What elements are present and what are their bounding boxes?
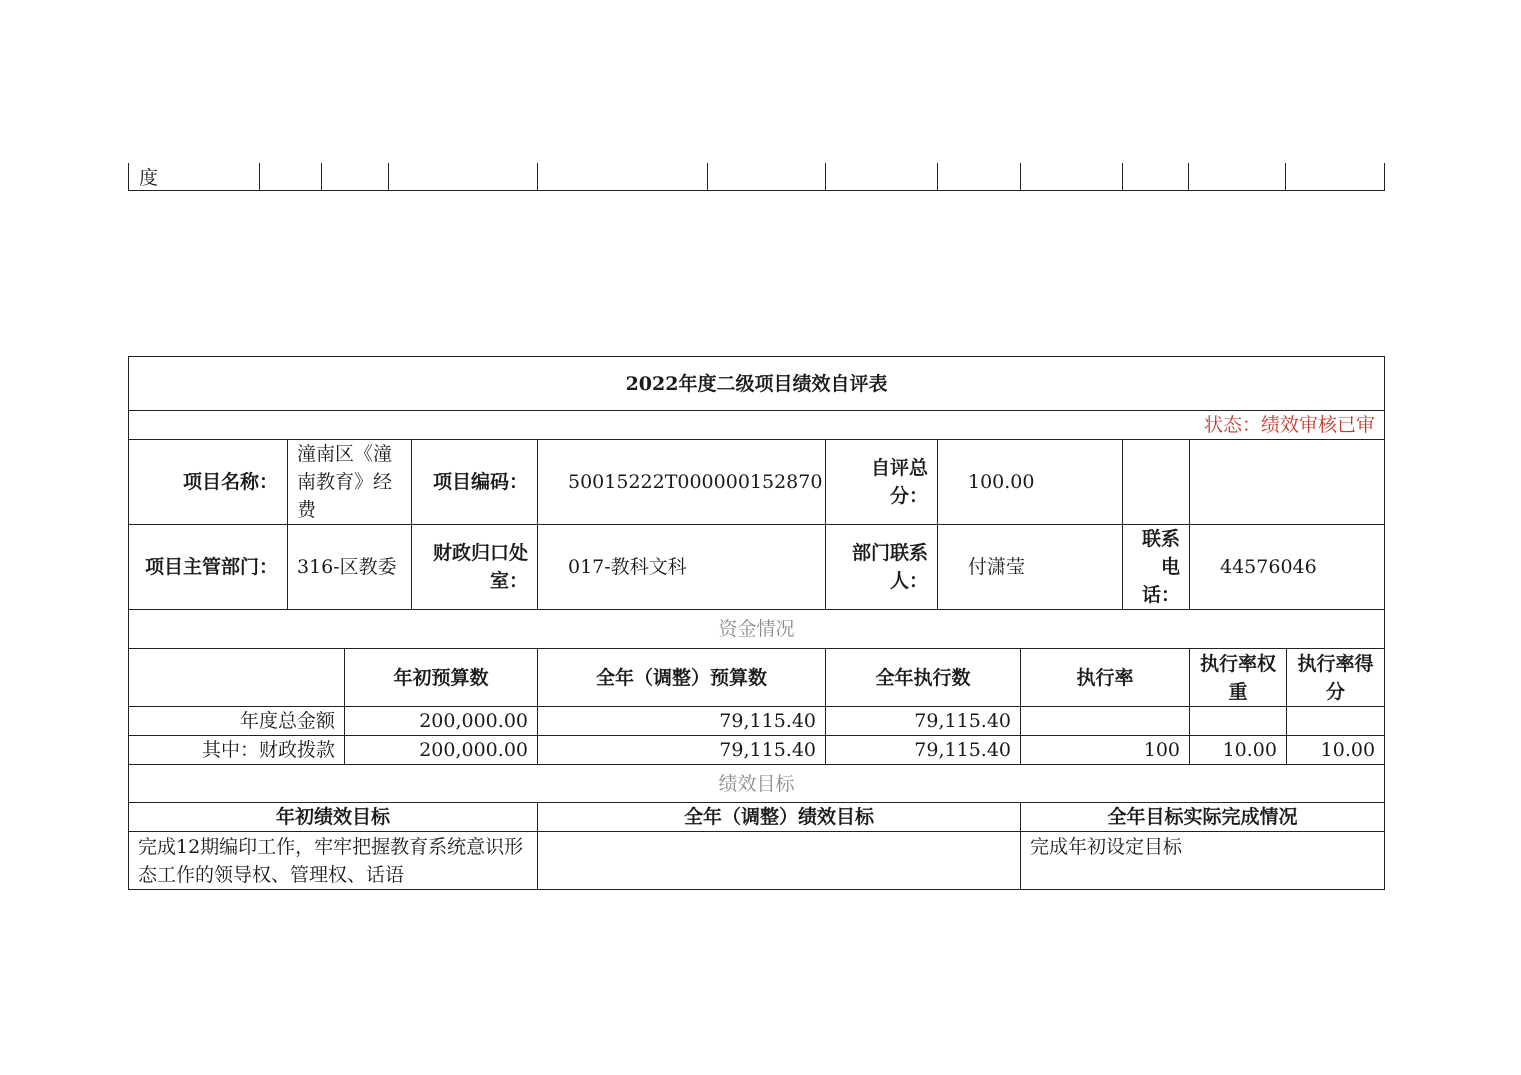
title-row [129, 357, 1385, 411]
empty-cell [1190, 440, 1385, 525]
dept-label: 项目主管部门： [129, 525, 288, 610]
department-info-row [129, 525, 1385, 610]
status-text: 状态：绩效审核已审 [129, 411, 1385, 440]
phone-value: 44576046 [1190, 525, 1385, 610]
goals-adjusted-text [538, 832, 1021, 890]
project-info-row [129, 440, 1385, 525]
funds-row-score [1287, 707, 1385, 736]
funds-header-adjusted: 全年（调整）预算数 [538, 649, 826, 707]
table-row [129, 707, 1385, 736]
funds-row-label: 年度总金额 [129, 707, 345, 736]
finance-label: 财政归口处室： [412, 525, 538, 610]
evaluation-form [128, 356, 1385, 890]
score-value: 100.00 [938, 440, 1123, 525]
goals-header-adjusted: 全年（调整）绩效目标 [538, 803, 1021, 832]
funds-row-label: 其中：财政拨款 [129, 736, 345, 765]
empty-cell [1123, 440, 1190, 525]
funds-row-budget: 200,000.00 [345, 736, 538, 765]
project-code-value: 50015222T000000152870 [538, 440, 826, 525]
stub-cell-label: 度 [129, 163, 260, 191]
goals-section-title: 绩效目标 [129, 765, 1385, 803]
funds-row-adjusted: 79,115.40 [538, 736, 826, 765]
project-name-value: 潼南区《潼南教育》经费 [288, 440, 412, 525]
dept-value: 316-区教委 [288, 525, 412, 610]
funds-row-weight [1190, 707, 1287, 736]
score-label: 自评总分： [826, 440, 938, 525]
funds-row-executed: 79,115.40 [826, 736, 1021, 765]
project-name-label: 项目名称： [129, 440, 288, 525]
stub-row [129, 163, 1385, 191]
funds-row-budget: 200,000.00 [345, 707, 538, 736]
goals-content-row [129, 832, 1385, 890]
project-code-label: 项目编码： [412, 440, 538, 525]
funds-header-weight: 执行率权重 [1190, 649, 1287, 707]
funds-row-adjusted: 79,115.40 [538, 707, 826, 736]
contact-label: 部门联系人： [826, 525, 938, 610]
funds-row-executed: 79,115.40 [826, 707, 1021, 736]
funds-row-score: 10.00 [1287, 736, 1385, 765]
goals-header-initial: 年初绩效目标 [129, 803, 538, 832]
funds-header-row [129, 649, 1385, 707]
funds-header-executed: 全年执行数 [826, 649, 1021, 707]
funds-header-score: 执行率得分 [1287, 649, 1385, 707]
empty-cell [129, 649, 345, 707]
goals-header-actual: 全年目标实际完成情况 [1021, 803, 1385, 832]
goals-header-row [129, 803, 1385, 832]
funds-section-row [129, 610, 1385, 649]
goals-initial-text: 完成12期编印工作，牢牢把握教育系统意识形态工作的领导权、管理权、话语 [129, 832, 538, 890]
form-title: 2022年度二级项目绩效自评表 [129, 357, 1385, 411]
goals-section-row [129, 765, 1385, 803]
previous-table-stub [128, 163, 1385, 191]
funds-row-weight: 10.00 [1190, 736, 1287, 765]
funds-header-rate: 执行率 [1021, 649, 1190, 707]
funds-section-title: 资金情况 [129, 610, 1385, 649]
funds-header-budget: 年初预算数 [345, 649, 538, 707]
table-row [129, 736, 1385, 765]
phone-label: 联系电话： [1123, 525, 1190, 610]
goals-actual-text: 完成年初设定目标 [1021, 832, 1385, 890]
contact-value: 付潇莹 [938, 525, 1123, 610]
funds-row-rate: 100 [1021, 736, 1190, 765]
finance-value: 017-教科文科 [538, 525, 826, 610]
funds-row-rate [1021, 707, 1190, 736]
status-row [129, 411, 1385, 440]
